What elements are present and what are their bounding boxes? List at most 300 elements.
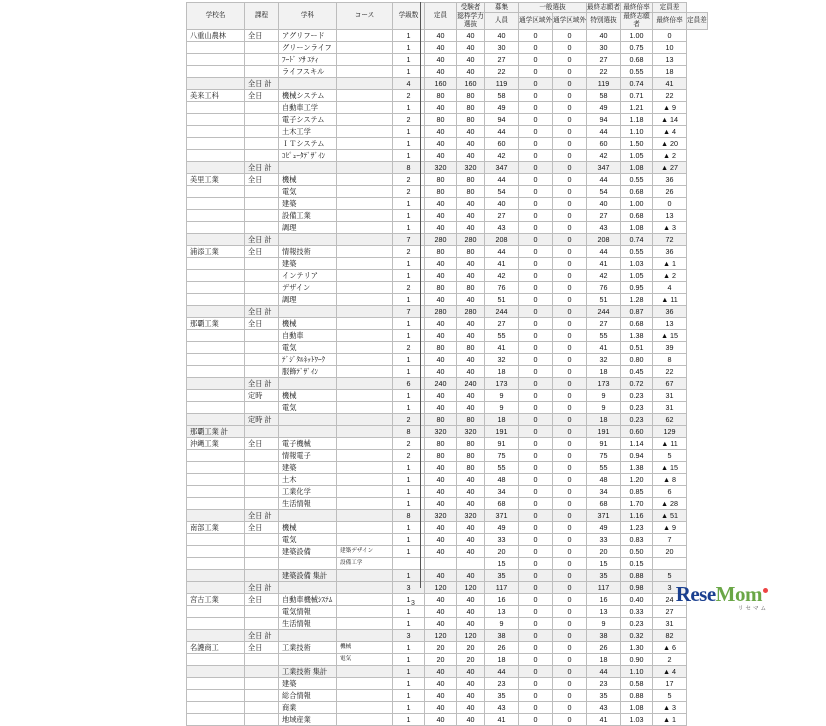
cell-course: 全日 計 [245, 378, 279, 390]
cell-classes: 6 [393, 378, 425, 390]
header-sub-capacity-diff: 定員差 [687, 13, 708, 30]
cell-final-applicants: 49 [587, 102, 621, 114]
cell-final-applicants: 13 [587, 606, 621, 618]
cell-course [245, 462, 279, 474]
cell-dept [279, 306, 337, 318]
cell-capacity-diff: 129 [653, 426, 687, 438]
cell-dept: 生活情報 [279, 498, 337, 510]
cell-subcourse [337, 606, 393, 618]
cell-dept: ﾌｰﾄﾞ ｿｻ ｴﾃｨ [279, 54, 337, 66]
cell-subcourse [337, 414, 393, 426]
cell-subcourse [337, 378, 393, 390]
cell-school: 浦添工業 [187, 246, 245, 258]
cell-capacity: 40 [425, 354, 457, 366]
cell-final-ratio: 0.23 [621, 390, 653, 402]
cell-dept: 機械 [279, 174, 337, 186]
cell-final-applicants: 9 [587, 402, 621, 414]
cell-general: 38 [485, 630, 519, 642]
cell-general: 55 [485, 462, 519, 474]
cell-special: 0 [553, 426, 587, 438]
table-row [187, 486, 708, 498]
cell-general: 27 [485, 318, 519, 330]
cell-subcourse [337, 174, 393, 186]
cell-recruit: 80 [457, 174, 485, 186]
cell-school [187, 510, 245, 522]
cell-capacity-diff: 10 [653, 42, 687, 54]
cell-capacity: 40 [425, 498, 457, 510]
table-row [187, 30, 708, 42]
cell-dept: インテリア [279, 270, 337, 282]
cell-classes: 1 [393, 486, 425, 498]
cell-school [187, 306, 245, 318]
cell-capacity-diff: 24 [653, 594, 687, 606]
cell-classes: 1 [393, 294, 425, 306]
cell-capacity-diff: ▲ 3 [653, 222, 687, 234]
cell-general: 44 [485, 126, 519, 138]
cell-dept [279, 654, 337, 666]
header-subcourse: コース [337, 3, 393, 30]
cell-capacity-diff: 36 [653, 306, 687, 318]
cell-capacity: 40 [425, 702, 457, 714]
cell-capacity: 80 [425, 186, 457, 198]
cell-outside: 0 [519, 54, 553, 66]
cell-final-ratio: 0.88 [621, 570, 653, 582]
cell-final-ratio: 1.10 [621, 126, 653, 138]
cell-recruit: 240 [457, 378, 485, 390]
cell-outside: 0 [519, 690, 553, 702]
header-sub-special: 特別選抜 [587, 13, 621, 30]
cell-general: 117 [485, 582, 519, 594]
cell-special: 0 [553, 306, 587, 318]
cell-course [245, 102, 279, 114]
cell-final-ratio: 0.23 [621, 402, 653, 414]
cell-recruit: 80 [457, 102, 485, 114]
cell-school: 八重山農林 [187, 30, 245, 42]
cell-outside: 0 [519, 150, 553, 162]
cell-classes: 1 [393, 618, 425, 630]
cell-capacity: 40 [425, 270, 457, 282]
cell-capacity: 40 [425, 618, 457, 630]
cell-general: 32 [485, 354, 519, 366]
header-sub-final-applicants: 最終志願者 [621, 13, 653, 30]
cell-recruit: 40 [457, 294, 485, 306]
cell-course [245, 474, 279, 486]
cell-capacity-diff: ▲ 8 [653, 474, 687, 486]
cell-final-ratio: 1.08 [621, 162, 653, 174]
cell-final-ratio: 0.71 [621, 90, 653, 102]
cell-course: 全日 計 [245, 162, 279, 174]
cell-capacity-diff: 36 [653, 246, 687, 258]
cell-outside: 0 [519, 366, 553, 378]
cell-dept: 電子システム [279, 114, 337, 126]
header-sub-final-ratio: 最終倍率 [653, 13, 687, 30]
cell-general: 33 [485, 534, 519, 546]
cell-general: 40 [485, 30, 519, 42]
cell-dept: グリーンライフ [279, 42, 337, 54]
cell-final-applicants: 173 [587, 378, 621, 390]
cell-dept: 設備工業 [279, 210, 337, 222]
logo-text-mom: Mom [715, 582, 762, 606]
cell-course [245, 210, 279, 222]
cell-final-applicants: 27 [587, 318, 621, 330]
cell-special: 0 [553, 90, 587, 102]
cell-dept: 電子機械 [279, 438, 337, 450]
cell-general: 191 [485, 426, 519, 438]
cell-capacity-diff: ▲ 27 [653, 162, 687, 174]
table-row [187, 462, 708, 474]
cell-recruit: 40 [457, 258, 485, 270]
cell-capacity: 160 [425, 78, 457, 90]
cell-final-applicants: 60 [587, 138, 621, 150]
cell-classes: 1 [393, 654, 425, 666]
cell-classes: 8 [393, 510, 425, 522]
cell-school [187, 474, 245, 486]
cell-course [245, 186, 279, 198]
cell-course [245, 570, 279, 582]
cell-course: 全日 [245, 318, 279, 330]
cell-dept: 機械システム [279, 90, 337, 102]
cell-final-ratio: 0.51 [621, 342, 653, 354]
cell-special: 0 [553, 270, 587, 282]
cell-subcourse [337, 90, 393, 102]
cell-final-applicants: 76 [587, 282, 621, 294]
cell-course [245, 654, 279, 666]
cell-course [245, 558, 279, 570]
cell-school [187, 234, 245, 246]
cell-recruit: 40 [457, 606, 485, 618]
cell-final-ratio: 0.15 [621, 558, 653, 570]
cell-general: 208 [485, 234, 519, 246]
cell-classes: 1 [393, 222, 425, 234]
cell-capacity: 320 [425, 426, 457, 438]
cell-subcourse [337, 498, 393, 510]
cell-dept [279, 414, 337, 426]
cell-subcourse [337, 162, 393, 174]
cell-outside: 0 [519, 402, 553, 414]
cell-course [245, 702, 279, 714]
cell-classes: 1 [393, 30, 425, 42]
cell-recruit: 40 [457, 318, 485, 330]
header-school: 学校名 [187, 3, 245, 30]
cell-final-ratio: 0.40 [621, 594, 653, 606]
header-sub-outside1: 通学区域外 [519, 13, 553, 30]
cell-school [187, 402, 245, 414]
cell-subcourse [337, 210, 393, 222]
cell-special: 0 [553, 414, 587, 426]
cell-course [245, 354, 279, 366]
cell-recruit: 80 [457, 282, 485, 294]
cell-final-ratio: 1.38 [621, 462, 653, 474]
cell-school [187, 42, 245, 54]
cell-subcourse [337, 570, 393, 582]
cell-course [245, 138, 279, 150]
cell-recruit: 40 [457, 126, 485, 138]
cell-capacity: 320 [425, 162, 457, 174]
cell-school [187, 546, 245, 558]
cell-general: 34 [485, 486, 519, 498]
cell-general: 49 [485, 102, 519, 114]
cell-general: 20 [485, 546, 519, 558]
table-row [187, 402, 708, 414]
cell-special: 0 [553, 522, 587, 534]
cell-final-ratio: 0.68 [621, 186, 653, 198]
table-body [187, 30, 708, 726]
cell-final-applicants: 18 [587, 414, 621, 426]
cell-subcourse [337, 42, 393, 54]
cell-recruit: 40 [457, 534, 485, 546]
cell-final-applicants: 44 [587, 666, 621, 678]
cell-special: 0 [553, 630, 587, 642]
cell-outside: 0 [519, 102, 553, 114]
cell-outside: 0 [519, 426, 553, 438]
cell-school [187, 222, 245, 234]
cell-school: 美里工業 [187, 174, 245, 186]
cell-general: 371 [485, 510, 519, 522]
cell-outside: 0 [519, 138, 553, 150]
cell-final-applicants: 54 [587, 186, 621, 198]
cell-dept: 情報電子 [279, 450, 337, 462]
table-row [187, 666, 708, 678]
cell-capacity-diff: 31 [653, 618, 687, 630]
cell-subcourse [337, 618, 393, 630]
cell-capacity: 80 [425, 90, 457, 102]
cell-course: 全日 計 [245, 306, 279, 318]
cell-final-ratio: 0.23 [621, 414, 653, 426]
cell-recruit: 80 [457, 462, 485, 474]
cell-classes: 1 [393, 354, 425, 366]
cell-course: 全日 [245, 642, 279, 654]
cell-recruit: 320 [457, 510, 485, 522]
table-row [187, 474, 708, 486]
cell-course [245, 402, 279, 414]
cell-general: 26 [485, 642, 519, 654]
cell-dept [279, 426, 337, 438]
cell-recruit: 320 [457, 426, 485, 438]
cell-course: 定時 計 [245, 414, 279, 426]
cell-final-ratio: 0.55 [621, 246, 653, 258]
table-row [187, 414, 708, 426]
cell-course [245, 330, 279, 342]
cell-course: 全日 [245, 30, 279, 42]
cell-school [187, 630, 245, 642]
cell-final-applicants: 43 [587, 702, 621, 714]
cell-subcourse [337, 510, 393, 522]
cell-recruit: 40 [457, 54, 485, 66]
cell-subcourse [337, 246, 393, 258]
cell-capacity-diff: ▲ 20 [653, 138, 687, 150]
cell-general: 27 [485, 54, 519, 66]
cell-recruit: 40 [457, 390, 485, 402]
cell-dept: ｺﾋﾟｭｰﾀﾃﾞｻﾞｲﾝ [279, 150, 337, 162]
cell-dept: 自動車 [279, 330, 337, 342]
cell-outside: 0 [519, 270, 553, 282]
cell-final-ratio: 0.60 [621, 426, 653, 438]
table-row [187, 354, 708, 366]
cell-subcourse [337, 282, 393, 294]
cell-course [245, 618, 279, 630]
cell-capacity-diff: 13 [653, 210, 687, 222]
cell-subcourse [337, 126, 393, 138]
cell-capacity: 40 [425, 462, 457, 474]
cell-recruit: 40 [457, 486, 485, 498]
cell-final-ratio: 0.68 [621, 54, 653, 66]
cell-subcourse [337, 534, 393, 546]
table-row [187, 366, 708, 378]
cell-special: 0 [553, 282, 587, 294]
table-row [187, 138, 708, 150]
cell-outside: 0 [519, 30, 553, 42]
cell-dept: 建築設備 [279, 546, 337, 558]
table-row [187, 438, 708, 450]
cell-dept: 建築設備 集計 [279, 570, 337, 582]
cell-capacity-diff: ▲ 14 [653, 114, 687, 126]
cell-special: 0 [553, 330, 587, 342]
cell-capacity: 80 [425, 114, 457, 126]
cell-school: 美来工科 [187, 90, 245, 102]
cell-outside: 0 [519, 390, 553, 402]
cell-dept: 電気 [279, 402, 337, 414]
cell-special: 0 [553, 510, 587, 522]
cell-subcourse [337, 702, 393, 714]
cell-special: 0 [553, 390, 587, 402]
table-row [187, 642, 708, 654]
cell-recruit: 40 [457, 714, 485, 726]
cell-capacity: 240 [425, 378, 457, 390]
cell-final-ratio: 0.23 [621, 618, 653, 630]
cell-general: 347 [485, 162, 519, 174]
cell-capacity-diff: 5 [653, 570, 687, 582]
cell-final-applicants: 15 [587, 558, 621, 570]
cell-general: 9 [485, 402, 519, 414]
cell-final-applicants: 35 [587, 570, 621, 582]
cell-special: 0 [553, 126, 587, 138]
cell-special: 0 [553, 474, 587, 486]
cell-classes: 1 [393, 534, 425, 546]
cell-final-ratio: 0.55 [621, 174, 653, 186]
cell-recruit: 40 [457, 402, 485, 414]
cell-subcourse [337, 678, 393, 690]
cell-classes: 1 [393, 606, 425, 618]
cell-general: 23 [485, 678, 519, 690]
cell-capacity: 40 [425, 546, 457, 558]
cell-capacity-diff: ▲ 9 [653, 522, 687, 534]
cell-capacity-diff: 22 [653, 366, 687, 378]
cell-subcourse [337, 102, 393, 114]
cell-final-ratio: 0.55 [621, 66, 653, 78]
cell-outside: 0 [519, 618, 553, 630]
cell-dept: 電気 [279, 342, 337, 354]
cell-final-ratio: 0.90 [621, 654, 653, 666]
cell-capacity: 40 [425, 30, 457, 42]
table-row [187, 654, 708, 666]
cell-dept [279, 630, 337, 642]
cell-outside: 0 [519, 438, 553, 450]
cell-recruit: 40 [457, 198, 485, 210]
cell-school [187, 330, 245, 342]
cell-subcourse [337, 390, 393, 402]
cell-school [187, 378, 245, 390]
cell-recruit: 80 [457, 438, 485, 450]
cell-classes: 1 [393, 702, 425, 714]
cell-subcourse [337, 306, 393, 318]
cell-classes: 1 [393, 546, 425, 558]
cell-recruit: 80 [457, 186, 485, 198]
cell-subcourse [337, 486, 393, 498]
cell-dept [279, 162, 337, 174]
cell-capacity: 40 [425, 690, 457, 702]
cell-subcourse [337, 138, 393, 150]
cell-special: 0 [553, 42, 587, 54]
cell-general: 9 [485, 390, 519, 402]
cell-classes: 2 [393, 282, 425, 294]
cell-school [187, 678, 245, 690]
cell-capacity: 320 [425, 510, 457, 522]
cell-course [245, 498, 279, 510]
cell-classes: 1 [393, 210, 425, 222]
cell-outside: 0 [519, 222, 553, 234]
cell-final-ratio: 0.75 [621, 42, 653, 54]
cell-school [187, 606, 245, 618]
cell-general: 244 [485, 306, 519, 318]
cell-outside: 0 [519, 210, 553, 222]
cell-final-ratio: 0.68 [621, 210, 653, 222]
cell-course [245, 114, 279, 126]
cell-school [187, 282, 245, 294]
cell-capacity: 40 [425, 678, 457, 690]
cell-final-ratio: 0.85 [621, 486, 653, 498]
cell-capacity-diff: ▲ 4 [653, 666, 687, 678]
cell-school [187, 450, 245, 462]
cell-recruit: 40 [457, 618, 485, 630]
cell-dept: 調理 [279, 294, 337, 306]
cell-classes: 1 [393, 42, 425, 54]
cell-school [187, 270, 245, 282]
cell-school [187, 618, 245, 630]
cell-capacity-diff: ▲ 2 [653, 270, 687, 282]
cell-course: 全日 計 [245, 234, 279, 246]
cell-outside: 0 [519, 318, 553, 330]
cell-capacity: 120 [425, 630, 457, 642]
cell-school [187, 390, 245, 402]
cell-special: 0 [553, 366, 587, 378]
cell-capacity-diff: 27 [653, 606, 687, 618]
cell-school [187, 654, 245, 666]
cell-capacity-diff: 13 [653, 318, 687, 330]
cell-special: 0 [553, 174, 587, 186]
cell-subcourse [337, 342, 393, 354]
cell-outside: 0 [519, 486, 553, 498]
cell-special: 0 [553, 570, 587, 582]
cell-classes: 1 [393, 366, 425, 378]
table-row [187, 342, 708, 354]
cell-special: 0 [553, 186, 587, 198]
cell-outside: 0 [519, 570, 553, 582]
cell-recruit: 40 [457, 138, 485, 150]
cell-final-ratio: 1.00 [621, 198, 653, 210]
cell-school [187, 570, 245, 582]
cell-capacity-diff: 17 [653, 678, 687, 690]
cell-classes: 1 [393, 150, 425, 162]
logo-dot-icon [763, 588, 768, 593]
cell-final-applicants: 38 [587, 630, 621, 642]
cell-final-applicants: 40 [587, 30, 621, 42]
cell-recruit: 80 [457, 342, 485, 354]
cell-classes: 2 [393, 114, 425, 126]
cell-outside: 0 [519, 702, 553, 714]
table-row [187, 294, 708, 306]
cell-special: 0 [553, 78, 587, 90]
cell-outside: 0 [519, 90, 553, 102]
